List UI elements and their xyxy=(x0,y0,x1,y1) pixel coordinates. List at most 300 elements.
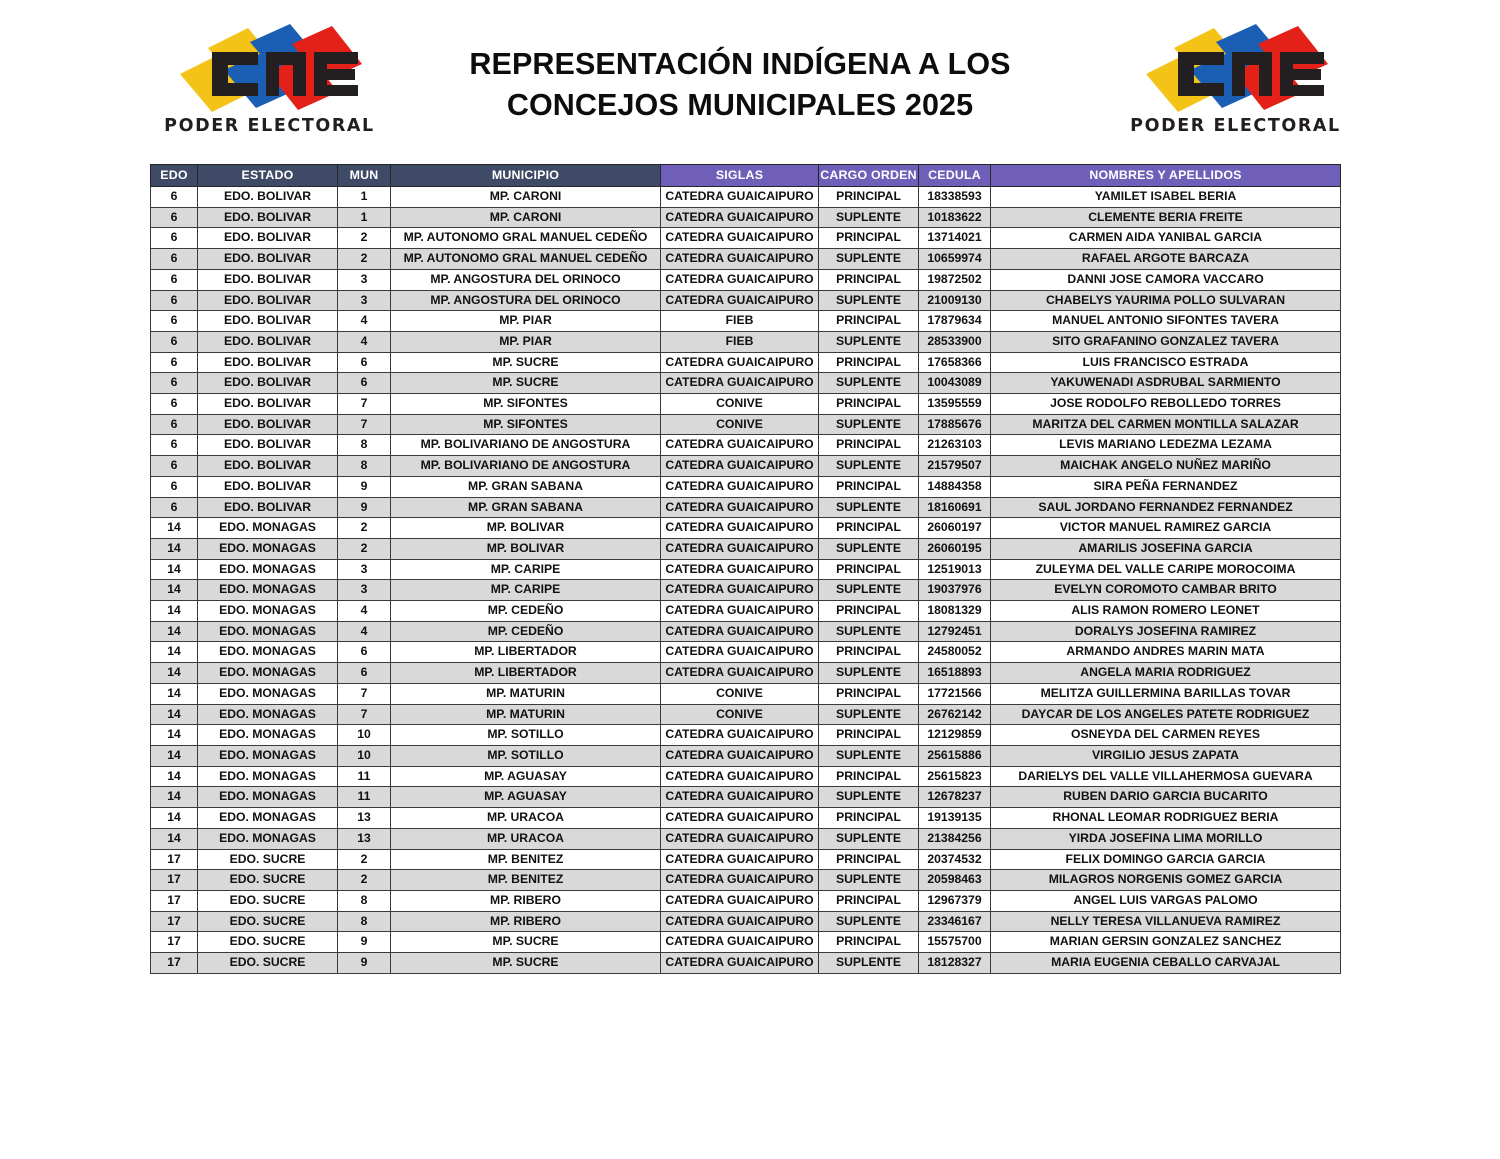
table-row xyxy=(151,352,1341,373)
cne-logo-left xyxy=(162,22,377,147)
cell-siglas: CATEDRA GUAICAIPURO xyxy=(661,580,819,601)
cell-municipio: MP. CARONI xyxy=(391,187,661,208)
table-row xyxy=(151,953,1341,974)
cell-cargo-orden: SUPLENTE xyxy=(819,663,919,684)
cell-mun: 8 xyxy=(338,435,391,456)
cell-edo: 14 xyxy=(151,642,198,663)
cell-siglas: CONIVE xyxy=(661,704,819,725)
cell-mun: 3 xyxy=(338,580,391,601)
cell-estado: EDO. MONAGAS xyxy=(198,642,338,663)
cell-edo: 17 xyxy=(151,932,198,953)
cne-logo-mark-icon xyxy=(162,22,377,118)
cell-cedula: 26060197 xyxy=(919,518,991,539)
cell-mun: 4 xyxy=(338,311,391,332)
cell-siglas: CATEDRA GUAICAIPURO xyxy=(661,352,819,373)
cell-mun: 7 xyxy=(338,394,391,415)
cell-cedula: 21384256 xyxy=(919,828,991,849)
cell-siglas: CATEDRA GUAICAIPURO xyxy=(661,497,819,518)
cell-mun: 3 xyxy=(338,269,391,290)
cell-siglas: CATEDRA GUAICAIPURO xyxy=(661,663,819,684)
cell-cedula: 28533900 xyxy=(919,331,991,352)
cell-municipio: MP. PIAR xyxy=(391,311,661,332)
table-row xyxy=(151,373,1341,394)
cell-nombres-y-apellidos: ANGEL LUIS VARGAS PALOMO xyxy=(991,890,1341,911)
cell-mun: 11 xyxy=(338,766,391,787)
cell-edo: 14 xyxy=(151,828,198,849)
cell-cargo-orden: SUPLENTE xyxy=(819,953,919,974)
cell-estado: EDO. MONAGAS xyxy=(198,601,338,622)
cell-nombres-y-apellidos: MARIA EUGENIA CEBALLO CARVAJAL xyxy=(991,953,1341,974)
cell-mun: 2 xyxy=(338,870,391,891)
cell-mun: 3 xyxy=(338,559,391,580)
table-row xyxy=(151,745,1341,766)
cell-siglas: CATEDRA GUAICAIPURO xyxy=(661,373,819,394)
cell-municipio: MP. SUCRE xyxy=(391,352,661,373)
cell-cargo-orden: SUPLENTE xyxy=(819,787,919,808)
cell-cargo-orden: SUPLENTE xyxy=(819,911,919,932)
cell-nombres-y-apellidos: MANUEL ANTONIO SIFONTES TAVERA xyxy=(991,311,1341,332)
cell-siglas: CONIVE xyxy=(661,683,819,704)
cell-edo: 14 xyxy=(151,663,198,684)
cell-cargo-orden: PRINCIPAL xyxy=(819,476,919,497)
cell-cargo-orden: SUPLENTE xyxy=(819,207,919,228)
cell-municipio: MP. LIBERTADOR xyxy=(391,642,661,663)
cell-siglas: CATEDRA GUAICAIPURO xyxy=(661,642,819,663)
cne-logo-subtitle: PODER ELECTORAL xyxy=(1130,116,1341,136)
cell-cedula: 17885676 xyxy=(919,414,991,435)
cell-edo: 6 xyxy=(151,497,198,518)
cell-cedula: 10659974 xyxy=(919,249,991,270)
cell-nombres-y-apellidos: LEVIS MARIANO LEDEZMA LEZAMA xyxy=(991,435,1341,456)
cell-edo: 17 xyxy=(151,953,198,974)
column-header-cargo-orden: CARGO ORDEN xyxy=(819,165,919,187)
cell-mun: 4 xyxy=(338,601,391,622)
cell-estado: EDO. MONAGAS xyxy=(198,745,338,766)
cell-nombres-y-apellidos: NELLY TERESA VILLANUEVA RAMIREZ xyxy=(991,911,1341,932)
candidates-table xyxy=(150,164,1341,974)
cell-edo: 14 xyxy=(151,601,198,622)
cell-edo: 14 xyxy=(151,621,198,642)
table-row xyxy=(151,911,1341,932)
table-row xyxy=(151,187,1341,208)
cell-cargo-orden: SUPLENTE xyxy=(819,497,919,518)
cell-municipio: MP. BOLIVARIANO DE ANGOSTURA xyxy=(391,456,661,477)
cell-cargo-orden: SUPLENTE xyxy=(819,580,919,601)
cell-mun: 13 xyxy=(338,828,391,849)
cell-nombres-y-apellidos: MILAGROS NORGENIS GOMEZ GARCIA xyxy=(991,870,1341,891)
cell-cedula: 21009130 xyxy=(919,290,991,311)
cell-cargo-orden: PRINCIPAL xyxy=(819,228,919,249)
cne-logo-subtitle: PODER ELECTORAL xyxy=(164,116,375,136)
cell-estado: EDO. BOLIVAR xyxy=(198,476,338,497)
cell-estado: EDO. MONAGAS xyxy=(198,787,338,808)
cell-estado: EDO. BOLIVAR xyxy=(198,228,338,249)
cell-municipio: MP. MATURIN xyxy=(391,704,661,725)
cell-siglas: CATEDRA GUAICAIPURO xyxy=(661,559,819,580)
cell-estado: EDO. BOLIVAR xyxy=(198,435,338,456)
table-row xyxy=(151,290,1341,311)
cell-cedula: 17658366 xyxy=(919,352,991,373)
cell-municipio: MP. URACOA xyxy=(391,828,661,849)
cell-edo: 17 xyxy=(151,890,198,911)
table-row xyxy=(151,414,1341,435)
table-row xyxy=(151,808,1341,829)
table-row xyxy=(151,311,1341,332)
table-row xyxy=(151,518,1341,539)
table-row xyxy=(151,932,1341,953)
column-header-edo: EDO xyxy=(151,165,198,187)
cell-estado: EDO. SUCRE xyxy=(198,849,338,870)
table-header xyxy=(151,165,1341,187)
cell-nombres-y-apellidos: RHONAL LEOMAR RODRIGUEZ BERIA xyxy=(991,808,1341,829)
page-title xyxy=(380,44,1100,125)
cell-siglas: CATEDRA GUAICAIPURO xyxy=(661,187,819,208)
cell-estado: EDO. MONAGAS xyxy=(198,663,338,684)
cell-cedula: 13595559 xyxy=(919,394,991,415)
cell-edo: 17 xyxy=(151,870,198,891)
cell-estado: EDO. BOLIVAR xyxy=(198,497,338,518)
cell-cargo-orden: PRINCIPAL xyxy=(819,932,919,953)
cell-nombres-y-apellidos: VIRGILIO JESUS ZAPATA xyxy=(991,745,1341,766)
cell-cargo-orden: SUPLENTE xyxy=(819,745,919,766)
table-row xyxy=(151,766,1341,787)
cell-siglas: CATEDRA GUAICAIPURO xyxy=(661,435,819,456)
table-header-row xyxy=(151,165,1341,187)
cell-nombres-y-apellidos: AMARILIS JOSEFINA GARCIA xyxy=(991,538,1341,559)
cell-cargo-orden: SUPLENTE xyxy=(819,870,919,891)
cell-cargo-orden: SUPLENTE xyxy=(819,538,919,559)
cell-estado: EDO. MONAGAS xyxy=(198,538,338,559)
cell-mun: 8 xyxy=(338,890,391,911)
cell-edo: 6 xyxy=(151,373,198,394)
cell-estado: EDO. BOLIVAR xyxy=(198,290,338,311)
cell-estado: EDO. BOLIVAR xyxy=(198,311,338,332)
cell-nombres-y-apellidos: VICTOR MANUEL RAMIREZ GARCIA xyxy=(991,518,1341,539)
cell-edo: 14 xyxy=(151,580,198,601)
table-row xyxy=(151,538,1341,559)
cell-estado: EDO. MONAGAS xyxy=(198,766,338,787)
cell-mun: 1 xyxy=(338,187,391,208)
cell-nombres-y-apellidos: FELIX DOMINGO GARCIA GARCIA xyxy=(991,849,1341,870)
cell-mun: 3 xyxy=(338,290,391,311)
cell-mun: 6 xyxy=(338,642,391,663)
cell-municipio: MP. SUCRE xyxy=(391,953,661,974)
cell-nombres-y-apellidos: SAUL JORDANO FERNANDEZ FERNANDEZ xyxy=(991,497,1341,518)
table-row xyxy=(151,828,1341,849)
cell-municipio: MP. CEDEÑO xyxy=(391,621,661,642)
cell-cedula: 20374532 xyxy=(919,849,991,870)
cell-nombres-y-apellidos: ZULEYMA DEL VALLE CARIPE MOROCOIMA xyxy=(991,559,1341,580)
cell-cargo-orden: PRINCIPAL xyxy=(819,890,919,911)
cell-estado: EDO. BOLIVAR xyxy=(198,331,338,352)
cell-estado: EDO. MONAGAS xyxy=(198,621,338,642)
cell-cedula: 19872502 xyxy=(919,269,991,290)
cell-mun: 9 xyxy=(338,932,391,953)
table-row xyxy=(151,787,1341,808)
cell-nombres-y-apellidos: DARIELYS DEL VALLE VILLAHERMOSA GUEVARA xyxy=(991,766,1341,787)
cell-nombres-y-apellidos: YAKUWENADI ASDRUBAL SARMIENTO xyxy=(991,373,1341,394)
cell-siglas: CATEDRA GUAICAIPURO xyxy=(661,870,819,891)
cell-municipio: MP. CEDEÑO xyxy=(391,601,661,622)
cell-mun: 8 xyxy=(338,456,391,477)
cell-cedula: 20598463 xyxy=(919,870,991,891)
cell-cargo-orden: SUPLENTE xyxy=(819,290,919,311)
cell-nombres-y-apellidos: CHABELYS YAURIMA POLLO SULVARAN xyxy=(991,290,1341,311)
cell-municipio: MP. AGUASAY xyxy=(391,787,661,808)
cell-nombres-y-apellidos: MELITZA GUILLERMINA BARILLAS TOVAR xyxy=(991,683,1341,704)
cell-cedula: 15575700 xyxy=(919,932,991,953)
cell-nombres-y-apellidos: ANGELA MARIA RODRIGUEZ xyxy=(991,663,1341,684)
cell-estado: EDO. BOLIVAR xyxy=(198,249,338,270)
table-body xyxy=(151,187,1341,974)
cell-siglas: CATEDRA GUAICAIPURO xyxy=(661,808,819,829)
column-header-mun: MUN xyxy=(338,165,391,187)
cell-mun: 2 xyxy=(338,249,391,270)
cell-estado: EDO. MONAGAS xyxy=(198,828,338,849)
page-header xyxy=(0,0,1500,160)
cell-siglas: CATEDRA GUAICAIPURO xyxy=(661,787,819,808)
cell-edo: 6 xyxy=(151,414,198,435)
column-header-nombres-y-apellidos: NOMBRES Y APELLIDOS xyxy=(991,165,1341,187)
cell-siglas: CATEDRA GUAICAIPURO xyxy=(661,228,819,249)
cell-cargo-orden: PRINCIPAL xyxy=(819,642,919,663)
cell-edo: 6 xyxy=(151,331,198,352)
cell-cargo-orden: SUPLENTE xyxy=(819,621,919,642)
cell-siglas: CONIVE xyxy=(661,394,819,415)
cell-cargo-orden: PRINCIPAL xyxy=(819,683,919,704)
cell-cedula: 21263103 xyxy=(919,435,991,456)
cell-nombres-y-apellidos: MARITZA DEL CARMEN MONTILLA SALAZAR xyxy=(991,414,1341,435)
cell-siglas: CATEDRA GUAICAIPURO xyxy=(661,766,819,787)
cell-siglas: CATEDRA GUAICAIPURO xyxy=(661,538,819,559)
cell-cedula: 17879634 xyxy=(919,311,991,332)
cell-edo: 14 xyxy=(151,808,198,829)
cell-mun: 2 xyxy=(338,518,391,539)
cell-municipio: MP. CARONI xyxy=(391,207,661,228)
table-row xyxy=(151,476,1341,497)
cell-estado: EDO. BOLIVAR xyxy=(198,269,338,290)
column-header-cedula: CEDULA xyxy=(919,165,991,187)
cell-edo: 6 xyxy=(151,290,198,311)
cell-estado: EDO. MONAGAS xyxy=(198,808,338,829)
cell-siglas: CATEDRA GUAICAIPURO xyxy=(661,932,819,953)
cell-municipio: MP. RIBERO xyxy=(391,890,661,911)
cell-edo: 6 xyxy=(151,435,198,456)
table-row xyxy=(151,435,1341,456)
table-row xyxy=(151,228,1341,249)
cell-edo: 14 xyxy=(151,766,198,787)
cell-siglas: CATEDRA GUAICAIPURO xyxy=(661,911,819,932)
cell-municipio: MP. AGUASAY xyxy=(391,766,661,787)
cell-cedula: 18081329 xyxy=(919,601,991,622)
cell-cargo-orden: SUPLENTE xyxy=(819,373,919,394)
cell-municipio: MP. SUCRE xyxy=(391,373,661,394)
cell-nombres-y-apellidos: EVELYN COROMOTO CAMBAR BRITO xyxy=(991,580,1341,601)
cell-cargo-orden: PRINCIPAL xyxy=(819,766,919,787)
cell-estado: EDO. BOLIVAR xyxy=(198,414,338,435)
cell-municipio: MP. BOLIVAR xyxy=(391,518,661,539)
cell-municipio: MP. AUTONOMO GRAL MANUEL CEDEÑO xyxy=(391,249,661,270)
cell-siglas: CATEDRA GUAICAIPURO xyxy=(661,601,819,622)
cell-siglas: CATEDRA GUAICAIPURO xyxy=(661,621,819,642)
cell-estado: EDO. MONAGAS xyxy=(198,580,338,601)
cell-cedula: 18128327 xyxy=(919,953,991,974)
cell-cargo-orden: PRINCIPAL xyxy=(819,559,919,580)
cell-cedula: 10043089 xyxy=(919,373,991,394)
cell-edo: 6 xyxy=(151,394,198,415)
cell-municipio: MP. BOLIVAR xyxy=(391,538,661,559)
cell-edo: 14 xyxy=(151,559,198,580)
cell-siglas: FIEB xyxy=(661,311,819,332)
cell-cedula: 16518893 xyxy=(919,663,991,684)
cell-municipio: MP. CARIPE xyxy=(391,580,661,601)
table-row xyxy=(151,642,1341,663)
cell-mun: 9 xyxy=(338,497,391,518)
cne-logo-right xyxy=(1128,22,1343,147)
cell-edo: 14 xyxy=(151,745,198,766)
cell-municipio: MP. LIBERTADOR xyxy=(391,663,661,684)
cell-nombres-y-apellidos: ARMANDO ANDRES MARIN MATA xyxy=(991,642,1341,663)
cell-siglas: CATEDRA GUAICAIPURO xyxy=(661,828,819,849)
cell-nombres-y-apellidos: YIRDA JOSEFINA LIMA MORILLO xyxy=(991,828,1341,849)
cell-mun: 11 xyxy=(338,787,391,808)
cell-estado: EDO. MONAGAS xyxy=(198,725,338,746)
cell-municipio: MP. ANGOSTURA DEL ORINOCO xyxy=(391,269,661,290)
table-row xyxy=(151,559,1341,580)
page-title-line-1: REPRESENTACIÓN INDÍGENA A LOS xyxy=(469,47,1011,81)
candidates-table-container xyxy=(150,164,1340,974)
column-header-estado: ESTADO xyxy=(198,165,338,187)
cell-edo: 6 xyxy=(151,228,198,249)
cell-municipio: MP. SIFONTES xyxy=(391,394,661,415)
table-row xyxy=(151,249,1341,270)
table-row xyxy=(151,663,1341,684)
table-row xyxy=(151,331,1341,352)
cell-mun: 2 xyxy=(338,228,391,249)
cell-cedula: 18160691 xyxy=(919,497,991,518)
cell-siglas: CATEDRA GUAICAIPURO xyxy=(661,476,819,497)
cell-edo: 6 xyxy=(151,476,198,497)
cell-cargo-orden: PRINCIPAL xyxy=(819,725,919,746)
cell-cedula: 19139135 xyxy=(919,808,991,829)
cell-cargo-orden: PRINCIPAL xyxy=(819,601,919,622)
cell-cedula: 10183622 xyxy=(919,207,991,228)
cell-nombres-y-apellidos: YAMILET ISABEL BERIA xyxy=(991,187,1341,208)
table-row xyxy=(151,890,1341,911)
cell-mun: 13 xyxy=(338,808,391,829)
column-header-siglas: SIGLAS xyxy=(661,165,819,187)
cell-edo: 6 xyxy=(151,249,198,270)
cell-cargo-orden: PRINCIPAL xyxy=(819,808,919,829)
cell-edo: 6 xyxy=(151,207,198,228)
page-title-line-2: CONCEJOS MUNICIPALES 2025 xyxy=(506,87,974,122)
cell-edo: 14 xyxy=(151,787,198,808)
cell-cedula: 25615886 xyxy=(919,745,991,766)
cell-mun: 7 xyxy=(338,704,391,725)
table-row xyxy=(151,725,1341,746)
cell-estado: EDO. BOLIVAR xyxy=(198,456,338,477)
cell-estado: EDO. BOLIVAR xyxy=(198,373,338,394)
table-row xyxy=(151,269,1341,290)
cell-siglas: CATEDRA GUAICAIPURO xyxy=(661,456,819,477)
cell-cargo-orden: SUPLENTE xyxy=(819,249,919,270)
cell-municipio: MP. ANGOSTURA DEL ORINOCO xyxy=(391,290,661,311)
cell-nombres-y-apellidos: RUBEN DARIO GARCIA BUCARITO xyxy=(991,787,1341,808)
cell-cedula: 17721566 xyxy=(919,683,991,704)
cell-cargo-orden: PRINCIPAL xyxy=(819,518,919,539)
cell-municipio: MP. URACOA xyxy=(391,808,661,829)
cell-municipio: MP. BENITEZ xyxy=(391,849,661,870)
cell-siglas: CATEDRA GUAICAIPURO xyxy=(661,269,819,290)
cell-estado: EDO. SUCRE xyxy=(198,890,338,911)
cell-mun: 4 xyxy=(338,331,391,352)
cell-nombres-y-apellidos: ALIS RAMON ROMERO LEONET xyxy=(991,601,1341,622)
cell-mun: 6 xyxy=(338,373,391,394)
cell-nombres-y-apellidos: OSNEYDA DEL CARMEN REYES xyxy=(991,725,1341,746)
cell-estado: EDO. BOLIVAR xyxy=(198,352,338,373)
cell-siglas: CATEDRA GUAICAIPURO xyxy=(661,890,819,911)
cell-mun: 10 xyxy=(338,725,391,746)
cell-cargo-orden: PRINCIPAL xyxy=(819,311,919,332)
cell-estado: EDO. SUCRE xyxy=(198,953,338,974)
cell-edo: 14 xyxy=(151,704,198,725)
cell-cargo-orden: PRINCIPAL xyxy=(819,435,919,456)
cell-edo: 17 xyxy=(151,911,198,932)
cell-siglas: CATEDRA GUAICAIPURO xyxy=(661,249,819,270)
cell-siglas: CATEDRA GUAICAIPURO xyxy=(661,725,819,746)
cell-cedula: 18338593 xyxy=(919,187,991,208)
cell-nombres-y-apellidos: SITO GRAFANINO GONZALEZ TAVERA xyxy=(991,331,1341,352)
cell-municipio: MP. CARIPE xyxy=(391,559,661,580)
cell-cargo-orden: PRINCIPAL xyxy=(819,269,919,290)
cell-cedula: 24580052 xyxy=(919,642,991,663)
cell-mun: 6 xyxy=(338,352,391,373)
cell-mun: 1 xyxy=(338,207,391,228)
table-row xyxy=(151,849,1341,870)
table-row xyxy=(151,683,1341,704)
cell-siglas: CATEDRA GUAICAIPURO xyxy=(661,745,819,766)
cell-mun: 9 xyxy=(338,476,391,497)
cell-mun: 7 xyxy=(338,414,391,435)
cell-cargo-orden: PRINCIPAL xyxy=(819,352,919,373)
cell-municipio: MP. GRAN SABANA xyxy=(391,497,661,518)
table-row xyxy=(151,207,1341,228)
cell-mun: 7 xyxy=(338,683,391,704)
cell-estado: EDO. BOLIVAR xyxy=(198,207,338,228)
cell-cedula: 14884358 xyxy=(919,476,991,497)
cell-estado: EDO. MONAGAS xyxy=(198,518,338,539)
cell-cargo-orden: SUPLENTE xyxy=(819,828,919,849)
cell-cedula: 25615823 xyxy=(919,766,991,787)
cell-cedula: 13714021 xyxy=(919,228,991,249)
cell-siglas: CONIVE xyxy=(661,414,819,435)
cell-cedula: 12967379 xyxy=(919,890,991,911)
cell-edo: 14 xyxy=(151,538,198,559)
table-row xyxy=(151,580,1341,601)
cell-cargo-orden: PRINCIPAL xyxy=(819,849,919,870)
cell-edo: 6 xyxy=(151,269,198,290)
cell-municipio: MP. MATURIN xyxy=(391,683,661,704)
cell-edo: 17 xyxy=(151,849,198,870)
cell-municipio: MP. GRAN SABANA xyxy=(391,476,661,497)
cell-municipio: MP. BOLIVARIANO DE ANGOSTURA xyxy=(391,435,661,456)
cell-cedula: 12792451 xyxy=(919,621,991,642)
cell-cedula: 12129859 xyxy=(919,725,991,746)
cell-siglas: CATEDRA GUAICAIPURO xyxy=(661,290,819,311)
table-row xyxy=(151,394,1341,415)
cell-nombres-y-apellidos: MAICHAK ANGELO NUÑEZ MARIÑO xyxy=(991,456,1341,477)
table-row xyxy=(151,456,1341,477)
